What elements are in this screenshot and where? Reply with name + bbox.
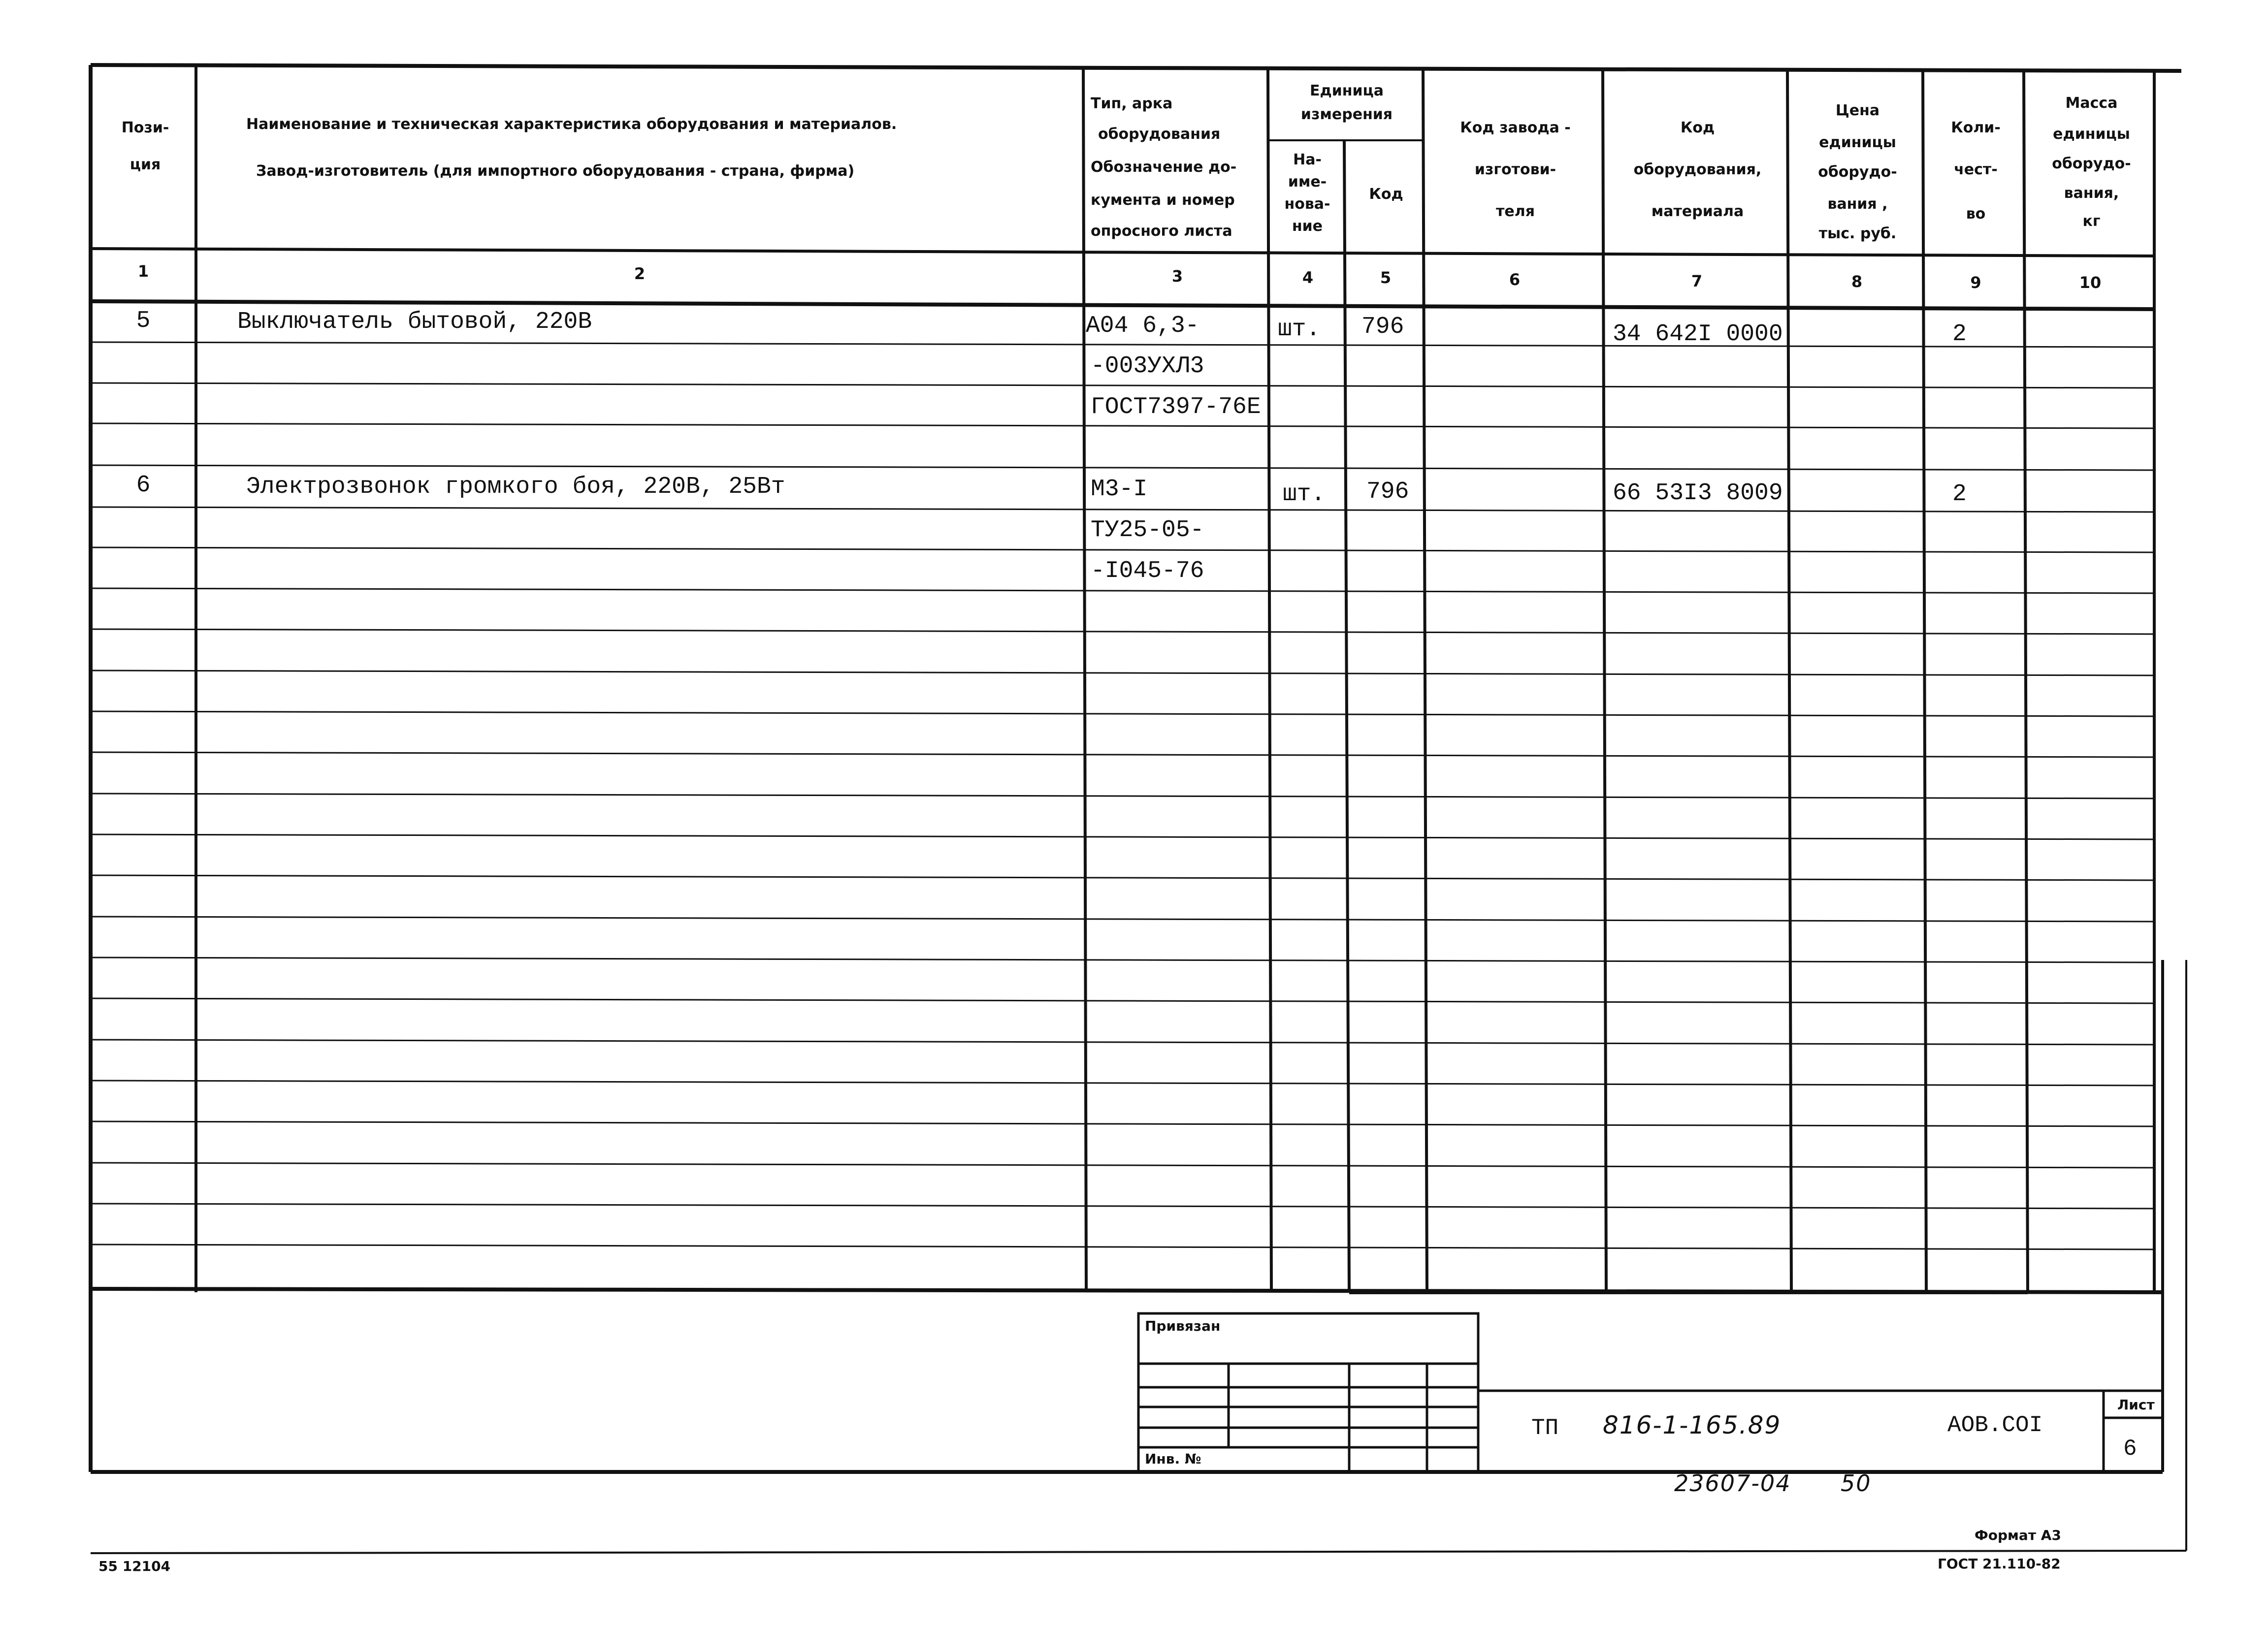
row1-unit-code: 796 (1361, 314, 1404, 340)
row1-type-line2: -003УХЛ3 (1091, 353, 1204, 380)
row1-type-line1: А04 6,3- (1086, 313, 1199, 339)
column-number-10: 10 (2079, 273, 2102, 292)
row2-type-line1: М3-I (1091, 476, 1148, 503)
header-unit-name-line4: ние (1292, 218, 1323, 235)
header-unit-group-line2: измерения (1300, 106, 1393, 123)
header-price-line2: единицы (1819, 134, 1896, 151)
header-type-line1: Тип, арка (1091, 95, 1173, 112)
header-equip-code-line2: оборудования, (1633, 161, 1762, 178)
header-price-line3: оборудо- (1818, 163, 1897, 181)
header-mass-line4: вания, (2064, 185, 2119, 202)
header-unit-group-line1: Единица (1310, 82, 1384, 99)
header-mass-line2: единицы (2053, 126, 2130, 143)
column-number-7: 7 (1691, 272, 1703, 290)
header-unit-code: Код (1369, 186, 1403, 203)
header-price-line5: тыс. руб. (1818, 225, 1897, 242)
header-mass-line3: оборудо- (2052, 155, 2131, 172)
footer-gost: ГОСТ 21.110-82 (1938, 1556, 2061, 1572)
header-type-line2: оборудования (1098, 126, 1221, 143)
header-equip-code-line3: материала (1651, 203, 1744, 220)
stamp-bound-label: Привязан (1145, 1318, 1221, 1334)
row1-type-line3: ГОСТ7397-76Е (1091, 394, 1261, 420)
stamp-document-code: АОВ.СОI (1947, 1412, 2043, 1438)
footer-left-code: 55 12104 (98, 1558, 171, 1574)
column-number-9: 9 (1970, 273, 1981, 292)
column-number-3: 3 (1171, 267, 1183, 286)
row2-name: Электрозвонок громкого боя, 220В, 25Вт (246, 474, 785, 500)
stamp-sheet-number: 6 (2123, 1436, 2137, 1462)
header-equip-code-line1: Код (1680, 119, 1715, 136)
header-type-line4: кумента и номер (1091, 192, 1235, 209)
stamp-handwritten-number: 23607-04 (1674, 1470, 1791, 1497)
stamp-sheet-label: Лист (2117, 1397, 2155, 1413)
header-qty-line1: Коли- (1951, 119, 2001, 136)
stamp-inventory-label: Инв. № (1145, 1451, 1201, 1467)
header-unit-name-line3: нова- (1284, 195, 1330, 213)
header-price-line4: вания , (1827, 195, 1888, 213)
row2-position: 6 (136, 472, 151, 499)
header-type-line3: Обозначение до- (1091, 159, 1237, 176)
stamp-handwritten-count: 50 (1841, 1470, 1872, 1497)
row1-quantity: 2 (1952, 321, 1967, 348)
row2-quantity: 2 (1952, 481, 1967, 508)
footer-format-label: Формат А3 (1975, 1527, 2061, 1543)
row1-position: 5 (136, 308, 151, 334)
row1-equipment-code: 34 642I 0000 (1613, 321, 1783, 348)
row2-unit: шт. (1283, 481, 1326, 508)
header-unit-name-line1: На- (1293, 151, 1322, 168)
row2-unit-code: 796 (1366, 479, 1409, 505)
row2-type-line3: -I045-76 (1091, 558, 1204, 584)
header-factory-code-line2: изготови- (1474, 161, 1556, 178)
header-name-line1: Наименование и техническая характеристика оборудования и материалов. (246, 116, 897, 133)
column-number-4: 4 (1302, 268, 1314, 287)
header-name-line2: Завод-изготовитель (для импортного оборудования - страна, фирма) (256, 162, 855, 180)
stamp-project-prefix: ТП (1531, 1415, 1559, 1441)
row2-type-line2: ТУ25-05- (1091, 517, 1204, 543)
column-number-1: 1 (137, 262, 149, 281)
header-mass-line5: кг (2082, 213, 2101, 230)
header-qty-line2: чест- (1954, 161, 1998, 178)
header-position-line2: ция (130, 156, 161, 173)
header-factory-code-line1: Код завода - (1460, 119, 1571, 136)
header-unit-name-line2: име- (1288, 173, 1327, 191)
column-number-5: 5 (1380, 268, 1392, 287)
header-price-line1: Цена (1835, 102, 1880, 119)
header-mass-line1: Масса (2065, 95, 2118, 112)
stamp-project-number: 816-1-165.89 (1603, 1411, 1782, 1439)
header-factory-code-line3: теля (1496, 203, 1535, 220)
column-number-2: 2 (634, 264, 646, 283)
header-qty-line3: во (1966, 205, 1986, 223)
header-position-line1: Пози- (121, 119, 169, 136)
row2-equipment-code: 66 53I3 8009 (1613, 480, 1783, 507)
row1-name: Выключатель бытовой, 220В (237, 309, 592, 335)
row1-unit: шт. (1278, 316, 1321, 343)
column-number-6: 6 (1509, 270, 1521, 289)
column-number-8: 8 (1851, 272, 1863, 291)
header-type-line5: опросного листа (1091, 223, 1232, 240)
